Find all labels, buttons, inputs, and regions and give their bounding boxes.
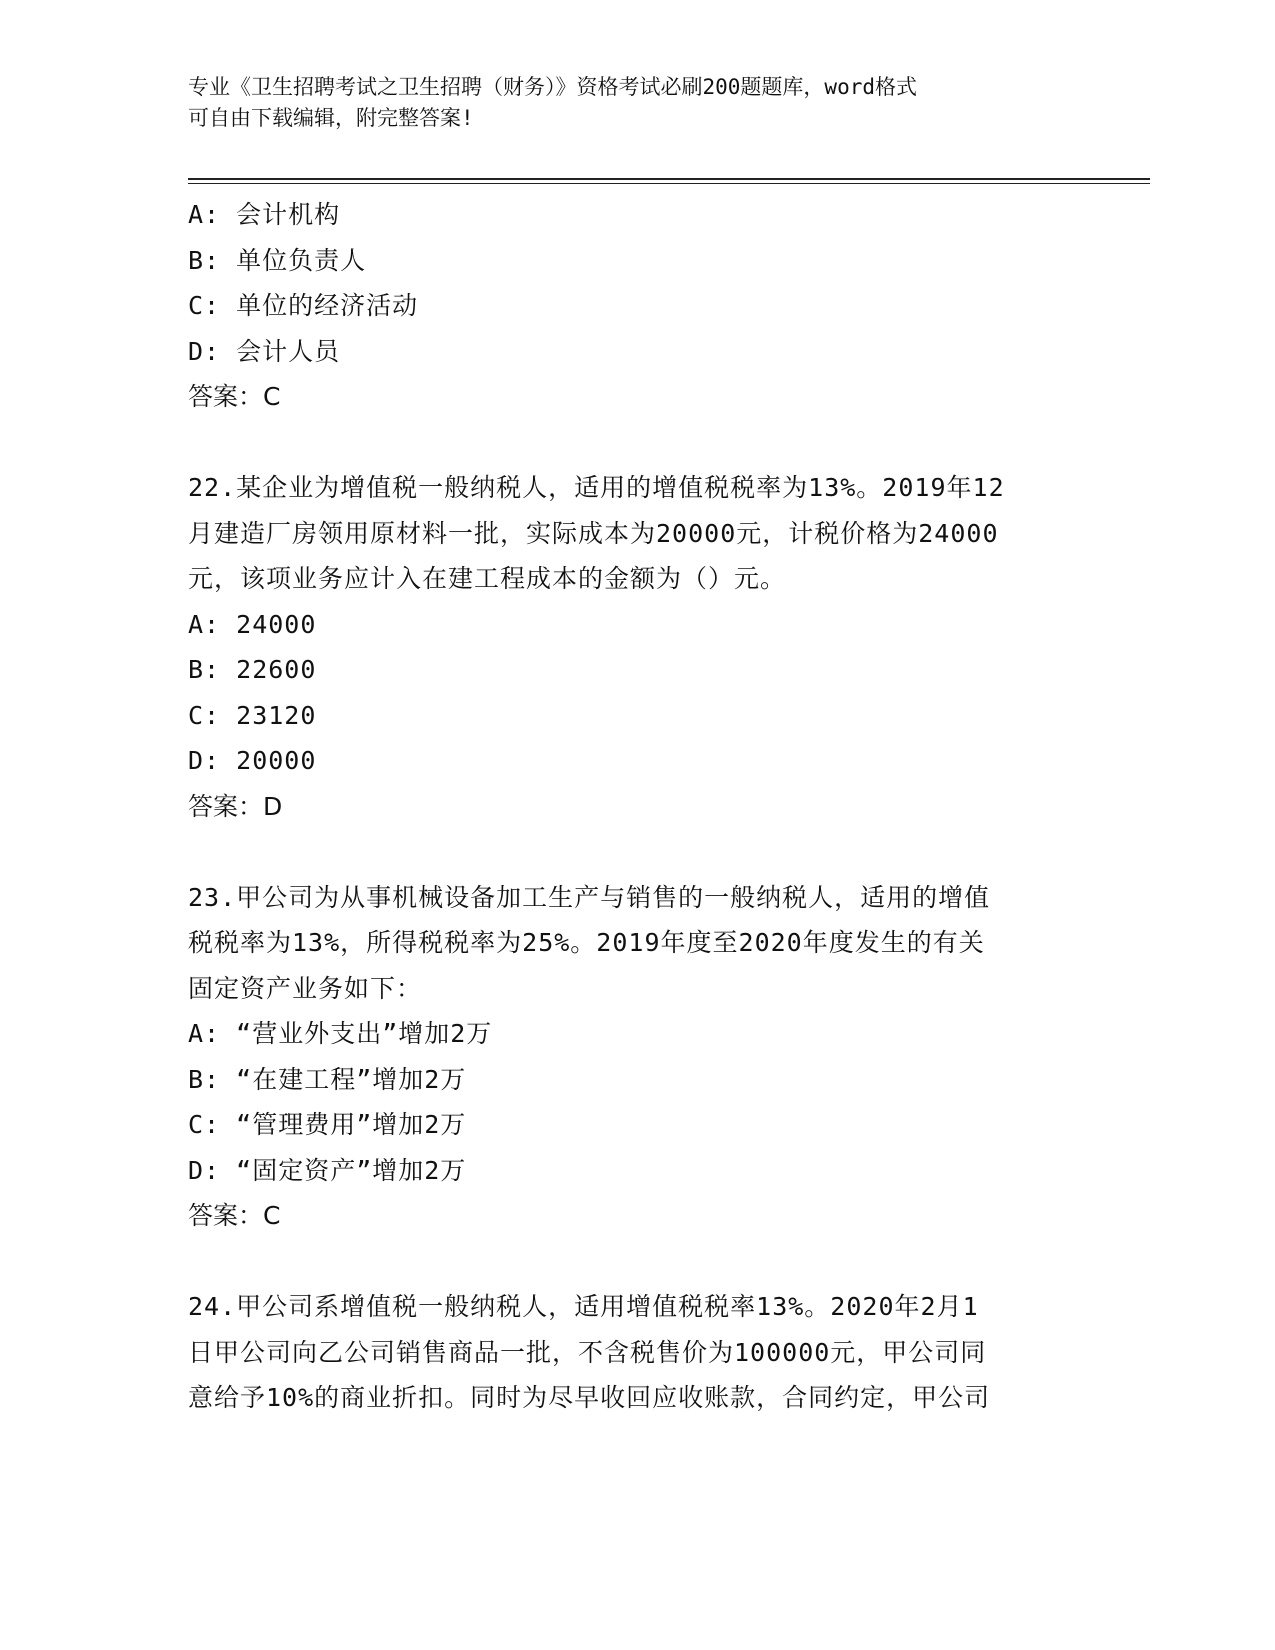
answer: 答案：D [188,791,283,821]
option-d: D: “固定资产”增加2万 [188,1155,467,1185]
option-c: C: “管理费用”增加2万 [188,1110,467,1139]
option-b: B: 单位负责人 [188,245,367,275]
document-header [188,72,1088,134]
question-stem-line: 税税率为13%，所得税税率为25%。2019年度至2020年度发生的有关 [188,928,985,957]
question-stem-line: 23.甲公司为从事机械设备加工生产与销售的一般纳税人，适用的增值 [188,882,991,912]
question-stem-line: 22.某企业为增值税一般纳税人，适用的增值税税率为13%。2019年12 [188,473,1005,502]
question-stem-line: 日甲公司向乙公司销售商品一批，不含税售价为100000元，甲公司同 [188,1337,987,1367]
option-d: D: 20000 [188,746,317,775]
option-b: B: “在建工程”增加2万 [188,1064,467,1094]
question-stem-line: 月建造厂房领用原材料一批，实际成本为20000元，计税价格为24000 [188,518,999,548]
question-21 [188,192,1088,420]
option-c: C: 单位的经济活动 [188,291,419,320]
question-stem-line: 意给予10%的商业折扣。同时为尽早收回应收账款，合同约定，甲公司 [188,1383,991,1412]
question-stem-line: 固定资产业务如下： [188,973,423,1003]
answer: 答案：C [188,382,281,411]
header-line-2: 可自由下载编辑，附完整答案! [188,106,474,130]
question-24 [188,1284,1088,1421]
option-c: C: 23120 [188,700,317,730]
question-22 [188,465,1088,829]
answer: 答案：C [188,1201,281,1230]
option-d: D: 会计人员 [188,336,341,366]
option-a: A: 24000 [188,609,317,639]
question-23 [188,875,1088,1239]
header-line-1: 专业《卫生招聘考试之卫生招聘（财务）》资格考试必刷200题题库，word格式 [188,75,917,99]
question-stem-line: 24.甲公司系增值税一般纳税人，适用增值税税率13%。2020年2月1 [188,1292,979,1321]
option-b: B: 22600 [188,655,317,684]
header-divider-thin [188,183,1150,184]
header-divider-thick [188,178,1150,180]
question-content [188,192,1088,1421]
option-a: A: “营业外支出”增加2万 [188,1019,493,1048]
question-stem-line: 元，该项业务应计入在建工程成本的金额为（）元。 [188,564,787,593]
option-a: A: 会计机构 [188,200,341,229]
